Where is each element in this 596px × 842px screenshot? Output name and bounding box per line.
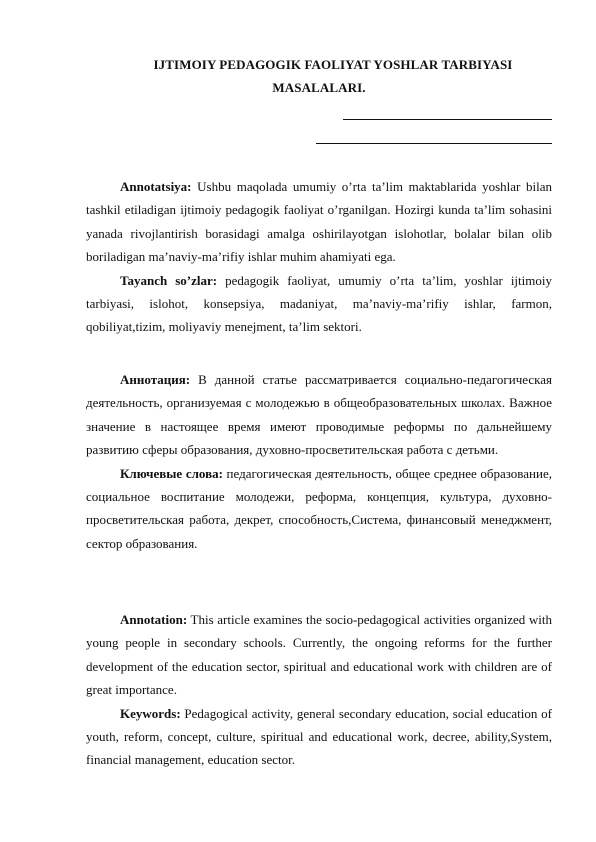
author-affiliation-line	[316, 143, 552, 144]
uzbek-abstract-section	[86, 175, 552, 339]
english-annotation-paragraph	[86, 608, 552, 702]
author-name-line	[343, 119, 552, 120]
english-keywords-label: Keywords:	[120, 705, 181, 721]
russian-abstract-section	[86, 368, 552, 555]
uzbek-keywords-paragraph	[86, 269, 552, 339]
english-keywords-text: Pedagogical activity, general secondary education, social education of youth, reform, concept, culture, spiritual and educational work, decree, ability,System, financial management, education sector.	[86, 705, 552, 768]
uzbek-keywords-label: Tayanch so’zlar:	[120, 272, 218, 288]
english-abstract-section	[86, 608, 552, 772]
russian-annotation-text: В данной статье рассматривается социально-педагогическая деятельность, организуемая с молодежью в общеобразовательных школах. Важное значение в настоящее время имеют проводимые реформы по дальнейшему развитию сферы образования, духовно-просветительская работа с детьми.	[86, 372, 552, 458]
paper-title-line-2: MASALALARI.	[272, 80, 366, 95]
english-keywords-paragraph	[86, 702, 552, 772]
russian-keywords-paragraph	[86, 462, 552, 556]
uzbek-annotation-text: Ushbu maqolada umumiy o’rta ta’lim maktablarida yoshlar bilan tashkil etiladigan ijtimoiy pedagogik faoliyat o’rganilgan. Hozirgi kunda ta’lim sohasini yanada rivojlantirish borasidagi amalga oshirilayotgan islohotlar, bolalar bilan olib boriladigan ma’naviy-ma’rifiy ishlar muhim ahamiyati ega.	[86, 179, 552, 265]
uzbek-annotation-label: Annotatsiya:	[120, 179, 192, 194]
paper-title-line-1: IJTIMOIY PEDAGOGIK FAOLIYAT YOSHLAR TARBIYASI	[153, 57, 513, 72]
russian-annotation-label: Аннотация:	[120, 372, 191, 387]
russian-keywords-label: Ключевые слова:	[120, 465, 223, 481]
russian-annotation-paragraph	[86, 368, 552, 462]
english-annotation-label: Annotation:	[120, 612, 188, 627]
uzbek-keywords-text: pedagogik faoliyat, umumiy o’rta ta’lim, yoshlar ijtimoiy tarbiyasi, islohot, konsepsiya, madaniyat, ma’naviy-ma’rifiy ishlar, farmon, qobiliyat,tizim, moliyaviy menejment, ta’lim sektori.	[86, 272, 552, 335]
uzbek-annotation-paragraph	[86, 175, 552, 269]
russian-keywords-text: педагогическая деятельность, общее среднее образование, социальное воспитание молодежи, реформа, концепция, культура, духовно-просветительская работа, декрет, способность,Система, финансовый менеджмент, сектор образования.	[86, 465, 552, 551]
english-annotation-text: This article examines the socio-pedagogical activities organized with young people in secondary schools. Currently, the ongoing reforms for the further development of the education sector, spiritual and educational work with children are of great importance.	[86, 612, 552, 698]
